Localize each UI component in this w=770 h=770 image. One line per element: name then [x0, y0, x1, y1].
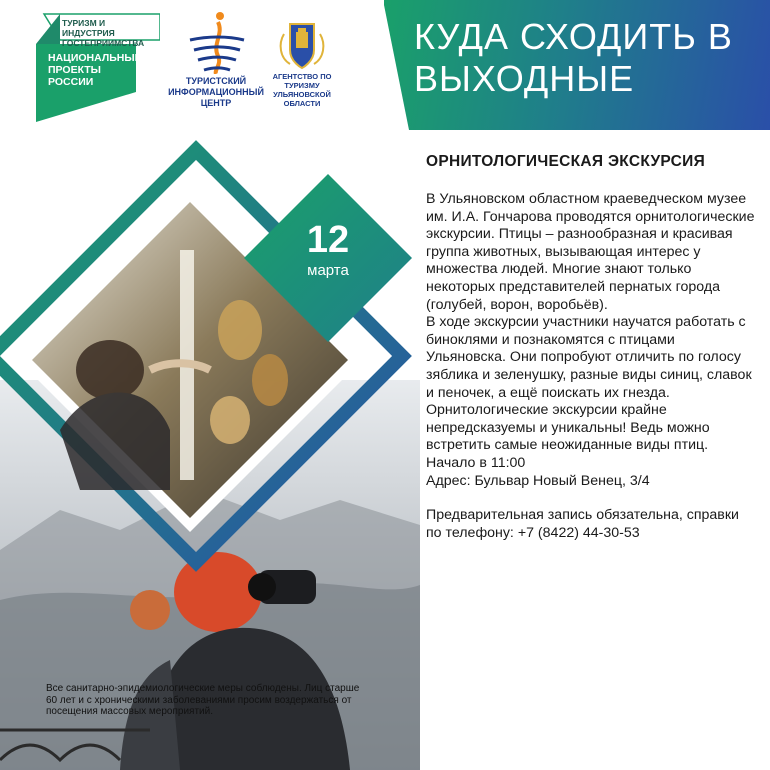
national-projects-subtitle: ТУРИЗМ И ИНДУСТРИЯ ГОСТЕПРИИМСТВА: [62, 18, 145, 48]
tourist-info-center-logo: [168, 10, 264, 122]
date-day: 12: [306, 219, 350, 261]
agency-logo-text: АГЕНТСТВО ПО ТУРИЗМУ УЛЬЯНОВСКОЙ ОБЛАСТИ: [272, 72, 332, 108]
coat-of-arms-icon: [264, 20, 340, 70]
national-projects-logo: [36, 12, 160, 122]
tic-logo-text: ТУРИСТСКИЙ ИНФОРМАЦИОННЫЙ ЦЕНТР: [168, 76, 264, 108]
event-registration: Предварительная запись обязательна, справки по телефону: +7 (8422) 44-30-53: [426, 507, 739, 541]
title-banner: [384, 0, 770, 130]
event-description-paragraph-2: В ходе экскурсии участники научатся работать с биноклями и познакомятся с птицами Ульяновска. Они попробуют отличить по голосу зяблика и зеленушку, разные виды синиц, славок и пеночек, а ещё поискать их гнезда. Орнитологические экскурсии крайне непредсказуемы и уникальны! Ведь можно встретить самые неожиданные виды птиц.: [426, 314, 752, 454]
date-month: марта: [307, 262, 349, 279]
event-details: [426, 152, 756, 542]
event-description: [426, 191, 756, 455]
tic-emblem-icon: [168, 10, 264, 74]
event-address: Адрес: Бульвар Новый Венец, 3/4: [426, 472, 650, 489]
tourism-agency-logo: [264, 20, 340, 120]
page-title: КУДА СХОДИТЬ В ВЫХОДНЫЕ: [414, 16, 733, 99]
event-description-paragraph-1: В Ульяновском областном краеведческом музее им. И.А. Гончарова проводятся орнитологические экскурсии. Птицы – разнообразная и красивая группа животных, вызывающая интерес у множества людей. Многие знают только некоторых представителей пернатых города (голубей, ворон, воробьёв).: [426, 191, 755, 313]
sanitary-disclaimer: Все санитарно-эпидемиологические меры соблюдены. Лиц старше 60 лет и с хроническими заболеваниями просим воздержаться от посещения массовых мероприятий.: [46, 683, 360, 717]
header: [0, 0, 770, 130]
event-start-time: Начало в 11:00: [426, 454, 526, 471]
national-projects-title: НАЦИОНАЛЬНЫЕ ПРОЕКТЫ РОССИИ: [48, 52, 142, 88]
event-title: ОРНИТОЛОГИЧЕСКАЯ ЭКСКУРСИЯ: [426, 153, 706, 170]
